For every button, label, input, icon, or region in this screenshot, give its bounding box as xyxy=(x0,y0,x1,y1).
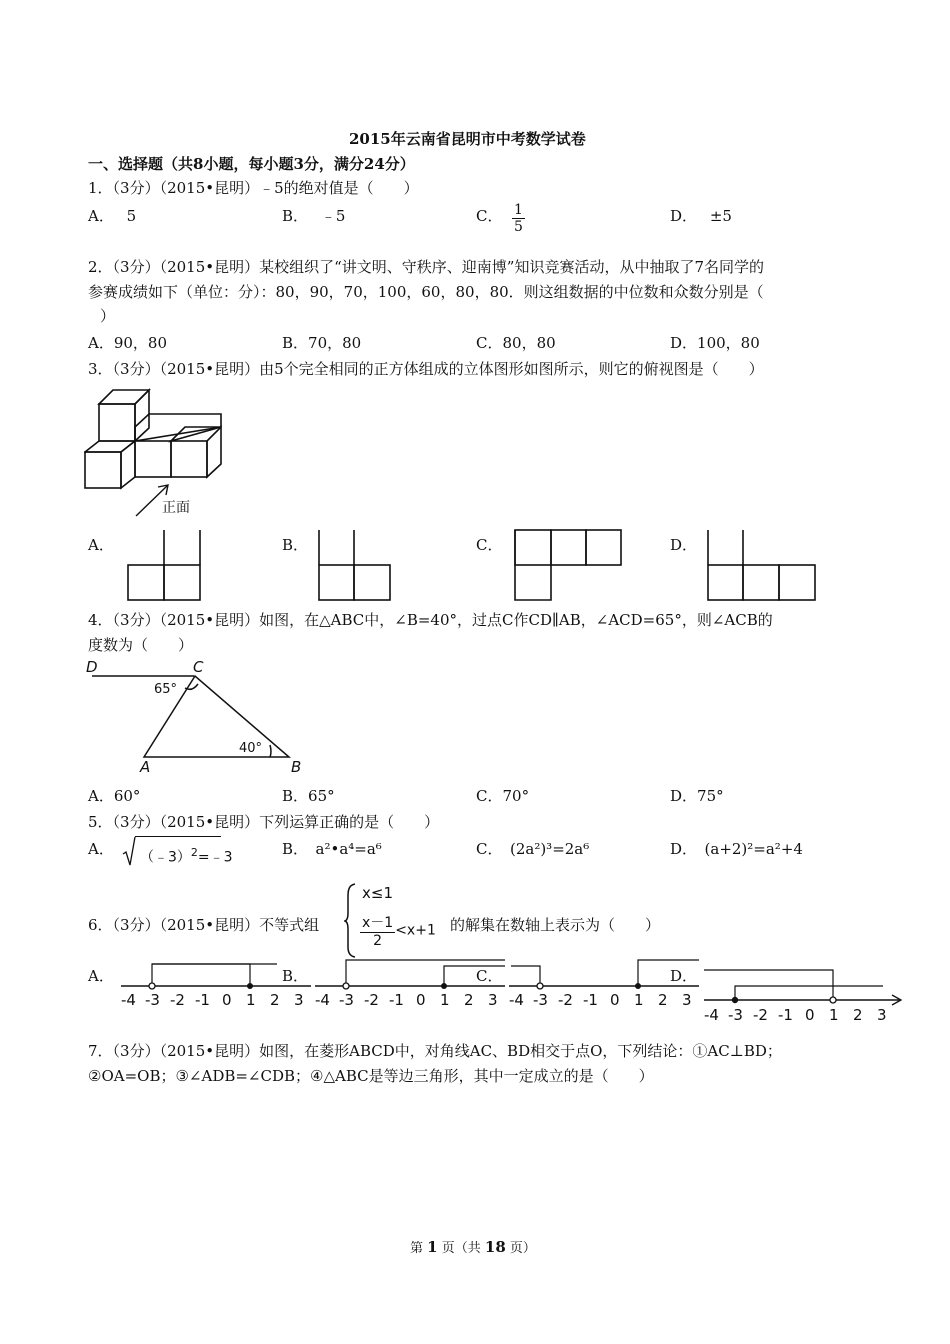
number-line-d xyxy=(698,962,908,1028)
system-frac-den: 2 xyxy=(373,933,383,949)
page-title: 2015年云南省昆明市中考数学试卷 xyxy=(349,130,586,148)
nl-d-tick-3: 3 xyxy=(877,1006,887,1024)
nl-b-tick-1: 1 xyxy=(440,991,450,1009)
q1-option-c-fraction xyxy=(512,202,525,235)
nl-c-tick-2: 2 xyxy=(658,991,668,1009)
triangle-figure xyxy=(84,656,314,776)
q5-option-d: D． (a+2)²=a²+4 xyxy=(670,840,803,858)
cube-figure xyxy=(84,386,234,518)
nl-c-tick-1: 1 xyxy=(634,991,644,1009)
q1-option-c-label: C． xyxy=(476,207,503,225)
question-3-stem: 3．（3分）（2015•昆明）由5个完全相同的正方体组成的立体图形如图所示，则它的俯视图是（ ） xyxy=(88,360,764,378)
q3-option-a-label: A． xyxy=(88,536,114,554)
system-inequality-1: x≤1 xyxy=(362,884,393,902)
footer-mid: 页（共 xyxy=(441,1241,481,1256)
label-b: B xyxy=(291,758,302,776)
nl-c-tick-3: 3 xyxy=(682,991,692,1009)
q1-option-b-value: ﹣5 xyxy=(320,207,346,225)
number-line-b xyxy=(309,958,509,1018)
nl-a-tick-1: 1 xyxy=(246,991,256,1009)
q3-option-b-label: B． xyxy=(282,536,309,554)
nl-b-tick-neg1: -1 xyxy=(389,991,404,1009)
question-4-line1: 4．（3分）（2015•昆明）如图，在△ABC中，∠B=40°，过点C作CD∥AB，∠ACD=65°，则∠ACB的 xyxy=(88,611,773,629)
q6-option-c-label: C． xyxy=(476,967,503,985)
nl-a-tick-0: 0 xyxy=(222,991,232,1009)
q1-option-a-label: A． xyxy=(88,207,114,225)
footer-pre: 第 xyxy=(410,1241,424,1256)
question-2-line1: 2．（3分）（2015•昆明）某校组织了“讲文明、守秩序、迎南博”知识竞赛活动，从中抽取了7名同学的 xyxy=(88,258,764,276)
nl-b-tick-neg4: -4 xyxy=(315,991,330,1009)
nl-b-tick-0: 0 xyxy=(416,991,426,1009)
nl-a-tick-neg4: -4 xyxy=(121,991,136,1009)
nl-c-tick-neg4: -4 xyxy=(509,991,524,1009)
q1-option-a-value: 5 xyxy=(126,207,137,225)
nl-a-tick-neg2: -2 xyxy=(170,991,185,1009)
q6-option-b-label: B． xyxy=(282,967,309,985)
q3-option-d-label: D． xyxy=(670,536,698,554)
q5-option-a-radicand: （﹣3） xyxy=(140,849,191,866)
question-6-stem-post: 的解集在数轴上表示为（ ） xyxy=(450,916,661,934)
angle-40: 40° xyxy=(239,741,263,756)
nl-b-tick-neg3: -3 xyxy=(339,991,354,1009)
question-2-line2: 参赛成绩如下（单位：分）：80，90，70，100，60，80，80．则这组数据的中位数和众数分别是（ xyxy=(88,283,764,301)
nl-d-tick-neg3: -3 xyxy=(728,1006,743,1024)
nl-c-tick-neg2: -2 xyxy=(558,991,573,1009)
system-brace xyxy=(344,883,356,958)
nl-a-tick-neg1: -1 xyxy=(195,991,210,1009)
q3-option-c-label: C． xyxy=(476,536,503,554)
page-footer xyxy=(410,1237,536,1256)
nl-b-tick-2: 2 xyxy=(464,991,474,1009)
label-a: A xyxy=(140,758,151,776)
nl-c-tick-neg1: -1 xyxy=(583,991,598,1009)
nl-d-tick-neg1: -1 xyxy=(778,1006,793,1024)
q1-option-c xyxy=(476,205,502,226)
nl-d-tick-0: 0 xyxy=(805,1006,815,1024)
nl-a-tick-3: 3 xyxy=(294,991,304,1009)
q4-option-d: D．75° xyxy=(670,787,724,805)
label-d: D xyxy=(86,658,98,676)
nl-c-tick-0: 0 xyxy=(610,991,620,1009)
q1-option-b-label: B． xyxy=(282,207,309,225)
question-2-line3: ） xyxy=(100,307,116,325)
angle-65: 65° xyxy=(154,682,178,697)
section-heading: 一、选择题（共8小题，每小题3分，满分24分） xyxy=(88,155,415,173)
sqrt-overline xyxy=(135,836,221,837)
sqrt-sign xyxy=(122,836,136,868)
number-line-c xyxy=(503,958,703,1018)
q5-option-a-label: A． xyxy=(88,840,114,858)
q3-option-a-figure xyxy=(124,528,206,602)
q5-option-b: B． a²•a⁴=a⁶ xyxy=(282,840,382,858)
q3-option-c-figure xyxy=(511,528,625,602)
q1-option-d-label: D． xyxy=(670,207,698,225)
q2-option-a: A．90，80 xyxy=(88,334,168,352)
q1-option-b xyxy=(282,205,345,226)
nl-a-tick-neg3: -3 xyxy=(145,991,160,1009)
footer-total-pages: 18 xyxy=(484,1238,506,1256)
question-7-line1: 7．（3分）（2015•昆明）如图，在菱形ABCD中，对角线AC、BD相交于点O，下列结论：①AC⊥BD； xyxy=(88,1042,782,1060)
fraction-numerator: 1 xyxy=(514,202,523,218)
label-c: C xyxy=(193,658,204,676)
nl-c-tick-neg3: -3 xyxy=(533,991,548,1009)
q1-option-a xyxy=(88,205,136,226)
q3-option-d-figure xyxy=(706,528,820,602)
nl-b-tick-neg2: -2 xyxy=(364,991,379,1009)
nl-d-tick-1: 1 xyxy=(829,1006,839,1024)
q3-option-b-figure xyxy=(316,528,398,602)
footer-post: 页） xyxy=(509,1241,536,1256)
nl-d-tick-neg2: -2 xyxy=(753,1006,768,1024)
q2-option-c: C．80，80 xyxy=(476,334,556,352)
question-5-stem: 5．（3分）（2015•昆明）下列运算正确的是（ ） xyxy=(88,813,440,831)
nl-d-tick-2: 2 xyxy=(853,1006,863,1024)
q6-option-d-label: D． xyxy=(670,967,698,985)
q5-option-c: C． (2a²)³=2a⁶ xyxy=(476,840,590,858)
q4-option-a: A．60° xyxy=(88,787,141,805)
q6-option-a-label: A． xyxy=(88,967,114,985)
system-frac-num: x－1 xyxy=(360,912,395,933)
q5-option-a-expr xyxy=(140,846,233,867)
q2-option-d: D．100，80 xyxy=(670,334,760,352)
front-label: 正面 xyxy=(162,500,190,516)
q5-option-a-exp: 2 xyxy=(190,846,198,859)
q1-option-d-value: ±5 xyxy=(709,207,732,225)
nl-d-tick-neg4: -4 xyxy=(704,1006,719,1024)
q5-option-a-rhs: =﹣3 xyxy=(197,849,233,866)
q4-option-b: B．65° xyxy=(282,787,335,805)
question-4-line2: 度数为（ ） xyxy=(88,636,194,654)
q1-option-d xyxy=(670,205,732,226)
nl-a-tick-2: 2 xyxy=(270,991,280,1009)
fraction-denominator: 5 xyxy=(514,219,523,235)
question-1-stem: 1．（3分）（2015•昆明）﹣5的绝对值是（ ） xyxy=(88,179,419,197)
nl-b-tick-3: 3 xyxy=(488,991,498,1009)
q2-option-b: B．70，80 xyxy=(282,334,362,352)
question-6-stem-pre: 6．（3分）（2015•昆明）不等式组 xyxy=(88,916,320,934)
system-inequality-2 xyxy=(360,912,436,949)
system-rhs: <x+1 xyxy=(395,922,436,939)
footer-page-number: 1 xyxy=(427,1238,438,1256)
number-line-a xyxy=(115,958,315,1018)
question-7-line2: ②OA=OB；③∠ADB=∠CDB；④△ABC是等边三角形，其中一定成立的是（ ） xyxy=(88,1067,654,1085)
q4-option-c: C．70° xyxy=(476,787,530,805)
